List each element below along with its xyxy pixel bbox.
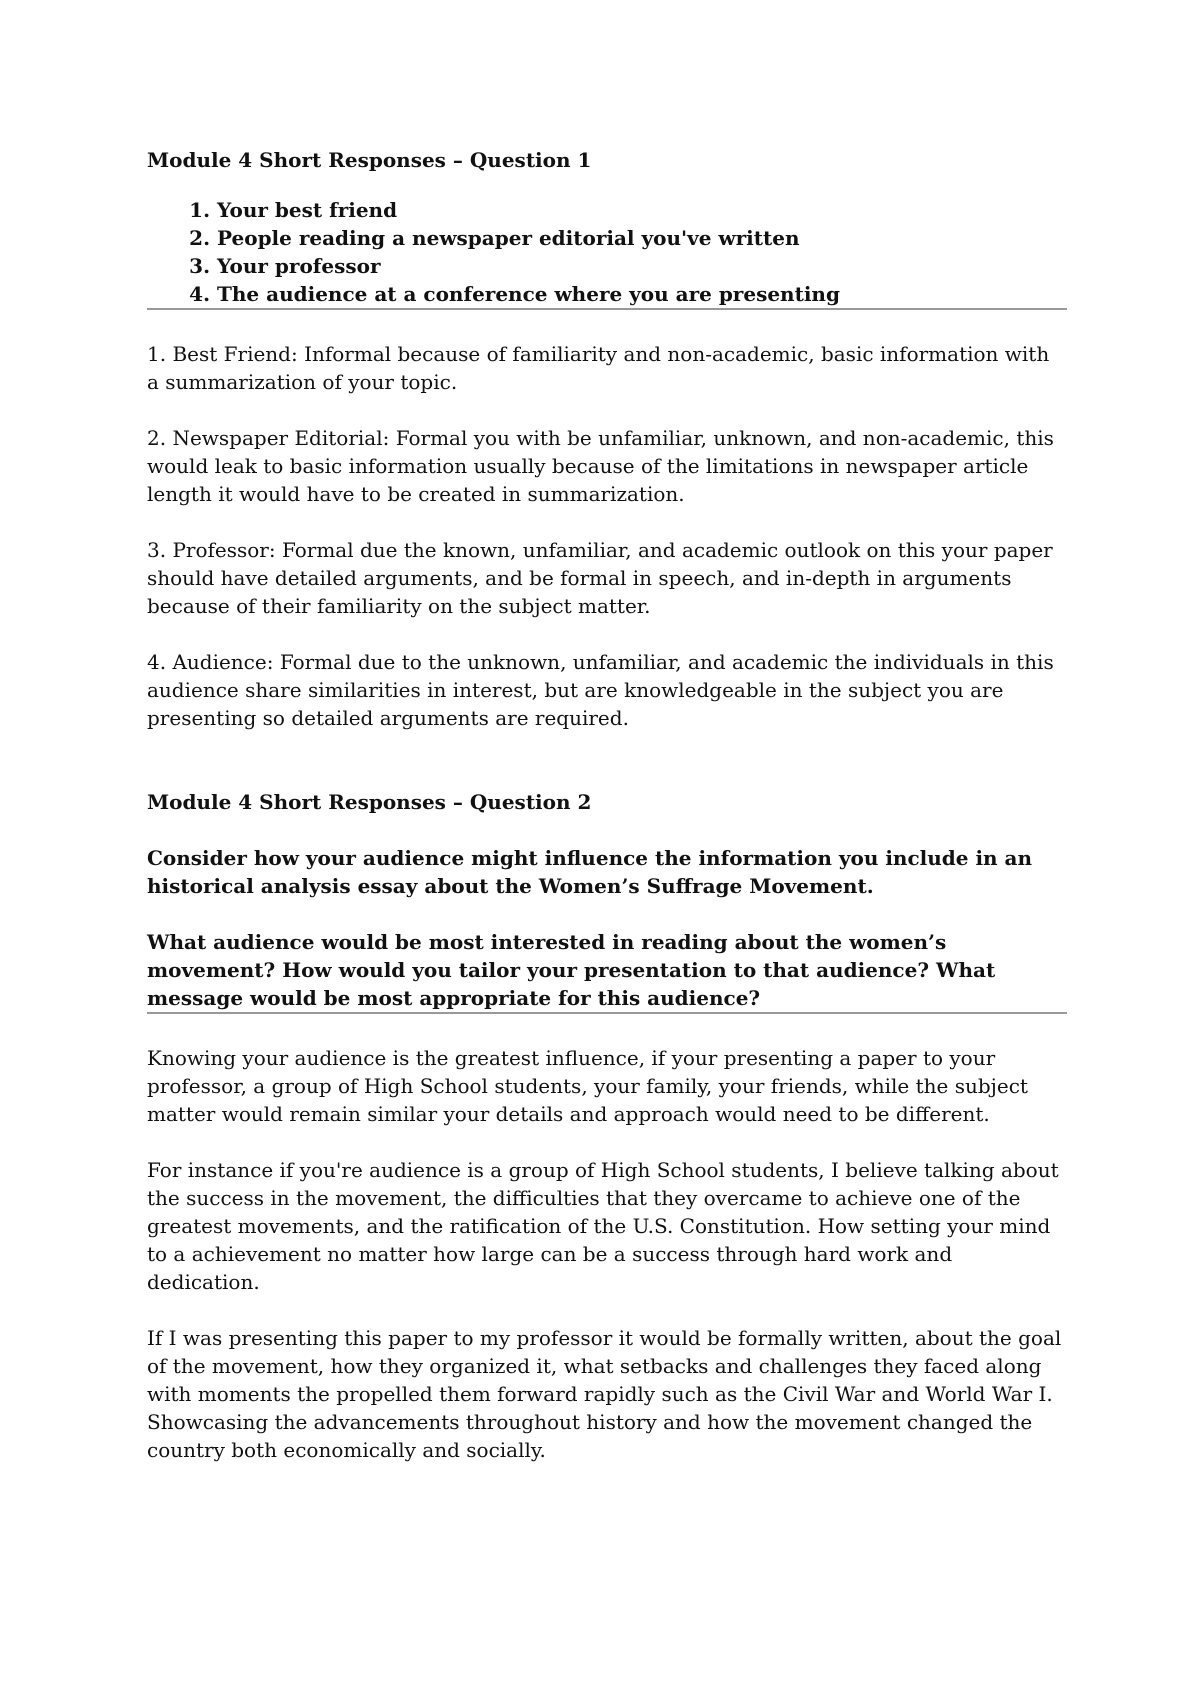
answer-paragraph: 1. Best Friend: Informal because of familiarity and non-academic, basic information with a summarization of your topic. [147, 342, 1050, 394]
horizontal-rule [147, 308, 1067, 310]
horizontal-rule [147, 1012, 1067, 1014]
question-1-answers [147, 340, 1067, 732]
answer-paragraph: 2. Newspaper Editorial: Formal you with be unfamiliar, unknown, and non-academic, this would leak to basic information usually because of the limitations in newspaper article length it would have to be created in summarization. [147, 426, 1054, 506]
list-item: 4. The audience at a conference where you are presenting [217, 280, 1067, 308]
question-2-heading: Module 4 Short Responses – Question 2 [147, 790, 592, 814]
answer-paragraph: For instance if you're audience is a group of High School students, I believe talking about the success in the movement, the difficulties that they overcame to achieve one of the greatest movements, and the ratification of the U.S. Constitution. How setting your mind to a achievement no matter how large can be a success through hard work and dedication. [147, 1158, 1059, 1294]
list-item: 3. Your professor [217, 252, 1067, 280]
question-1-heading: Module 4 Short Responses – Question 1 [147, 148, 592, 172]
answer-paragraph: If I was presenting this paper to my professor it would be formally written, about the goal of the movement, how they organized it, what setbacks and challenges they faced along with moments the propelled them forward rapidly such as the Civil War and World War I. Showcasing the advancements throughout history and how the movement changed the country both economically and socially. [147, 1326, 1062, 1462]
document-page [147, 136, 1067, 1464]
audience-list [147, 196, 1067, 308]
question-2-answers [147, 1044, 1067, 1464]
question-2-prompt: What audience would be most interested in reading about the women’s movement? How would you tailor your presentation to that audience? What message would be most appropriate for this audience? [147, 930, 996, 1010]
question-2-prompt: Consider how your audience might influence the information you include in an historical analysis essay about the Women’s Suffrage Movement. [147, 846, 1033, 898]
answer-paragraph: Knowing your audience is the greatest influence, if your presenting a paper to your professor, a group of High School students, your family, your friends, while the subject matter would remain similar your details and approach would need to be different. [147, 1046, 1028, 1126]
answer-paragraph: 4. Audience: Formal due to the unknown, unfamiliar, and academic the individuals in this audience share similarities in interest, but are knowledgeable in the subject you are presenting so detailed arguments are required. [147, 650, 1054, 730]
list-item: 2. People reading a newspaper editorial you've written [217, 224, 1067, 252]
list-item: 1. Your best friend [217, 196, 1067, 224]
answer-paragraph: 3. Professor: Formal due the known, unfamiliar, and academic outlook on this your paper should have detailed arguments, and be formal in speech, and in-depth in arguments because of their familiarity on the subject matter. [147, 538, 1053, 618]
